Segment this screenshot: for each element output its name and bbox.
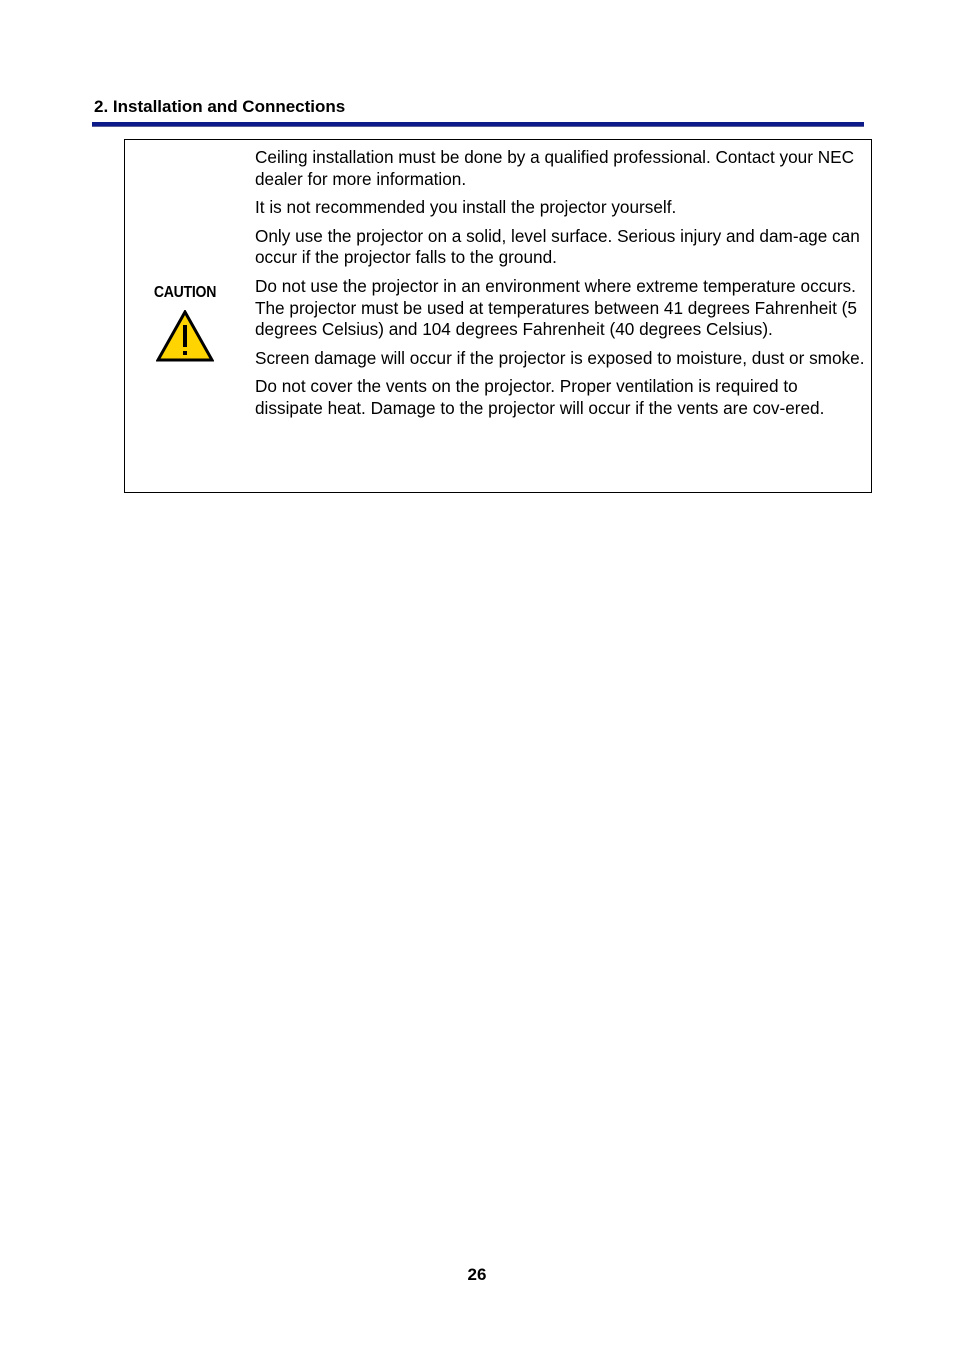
caution-paragraph: Screen damage will occur if the projector is exposed to moisture, dust or smoke. xyxy=(255,347,865,368)
caution-label-column xyxy=(125,140,245,492)
section-header xyxy=(92,96,864,127)
caution-label: CAUTION xyxy=(153,284,217,301)
caution-text xyxy=(255,147,867,427)
warning-triangle-icon xyxy=(156,310,214,362)
section-title: 2. Installation and Connections xyxy=(94,97,346,116)
caution-paragraph: It is not recommended you install the projector yourself. xyxy=(255,197,677,218)
caution-paragraph: Do not cover the vents on the projector. Proper ventilation is required to dissipate heat. Damage to the projector will occur if the vents are cov-ered. xyxy=(255,376,825,418)
caution-paragraph: Ceiling installation must be done by a qualified professional. Contact your NEC dealer for more information. xyxy=(255,147,855,189)
section-divider xyxy=(92,122,864,127)
caution-paragraph: Only use the projector on a solid, level surface. Serious injury and dam-age can occur if the projector falls to the ground. xyxy=(255,225,860,268)
caution-paragraph: Do not use the projector in an environment where extreme temperature occurs. The projector must be used at temperatures between 41 degrees Fahrenheit (5 degrees Celsius) and 104 degrees Fahrenheit (40 degrees Celsius). xyxy=(255,275,857,340)
caution-box xyxy=(124,139,872,493)
page-number: 26 xyxy=(467,1265,487,1284)
